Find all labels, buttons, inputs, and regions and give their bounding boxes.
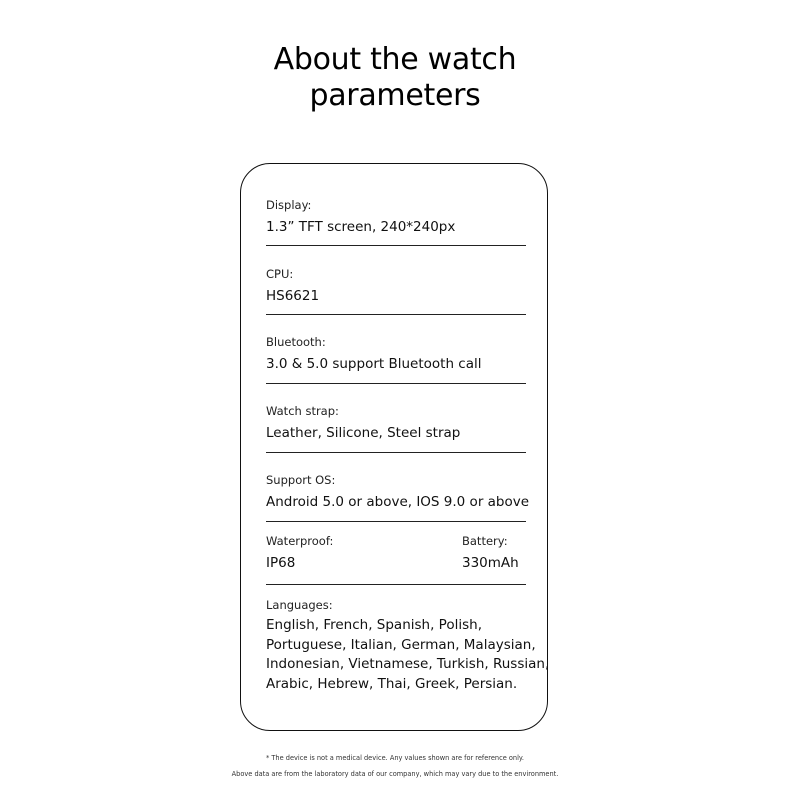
spec-card	[240, 163, 548, 731]
footnote-lab-data: Above data are from the laboratory data of our company, which may vary due to the environment.	[231, 770, 559, 778]
spec-row-cpu	[266, 263, 526, 315]
languages-line-3: Indonesian, Vietnamese, Turkish, Russian,	[266, 656, 550, 673]
spec-value-bluetooth: 3.0 & 5.0 support Bluetooth call	[266, 356, 482, 372]
languages-line-1: English, French, Spanish, Polish,	[266, 617, 482, 633]
spec-value-os: Android 5.0 or above, IOS 9.0 or above	[266, 494, 530, 510]
spec-label-bluetooth: Bluetooth:	[266, 335, 326, 349]
page-title-line-2: parameters	[309, 78, 481, 113]
spec-label-strap: Watch strap:	[266, 404, 339, 418]
spec-value-strap: Leather, Silicone, Steel strap	[266, 425, 461, 441]
spec-row-strap	[266, 400, 526, 453]
page-title-line-1: About the watch	[273, 42, 517, 77]
spec-row-bluetooth	[266, 331, 526, 384]
spec-label-display: Display:	[266, 198, 312, 212]
languages-line-4: Arabic, Hebrew, Thai, Greek, Persian.	[266, 676, 518, 693]
spec-label-languages: Languages:	[266, 598, 333, 612]
spec-label-cpu: CPU:	[266, 267, 294, 281]
spec-row-os	[266, 469, 530, 522]
spec-label-os: Support OS:	[266, 473, 336, 487]
spec-value-languages	[266, 616, 556, 695]
spec-row-waterproof-battery	[266, 532, 526, 585]
spec-label-battery: Battery:	[462, 534, 508, 548]
spec-row-display	[266, 194, 526, 246]
languages-line-2: Portuguese, Italian, German, Malaysian,	[266, 636, 536, 653]
spec-value-display: 1.3” TFT screen, 240*240px	[266, 219, 456, 235]
spec-value-cpu: HS6621	[266, 288, 320, 304]
footnote-medical-disclaimer: * The device is not a medical device. Any values shown are for reference only.	[266, 754, 524, 762]
page-title	[0, 42, 790, 114]
spec-value-battery: 330mAh	[462, 555, 519, 571]
spec-label-waterproof: Waterproof:	[266, 534, 334, 548]
spec-value-waterproof: IP68	[266, 555, 296, 571]
